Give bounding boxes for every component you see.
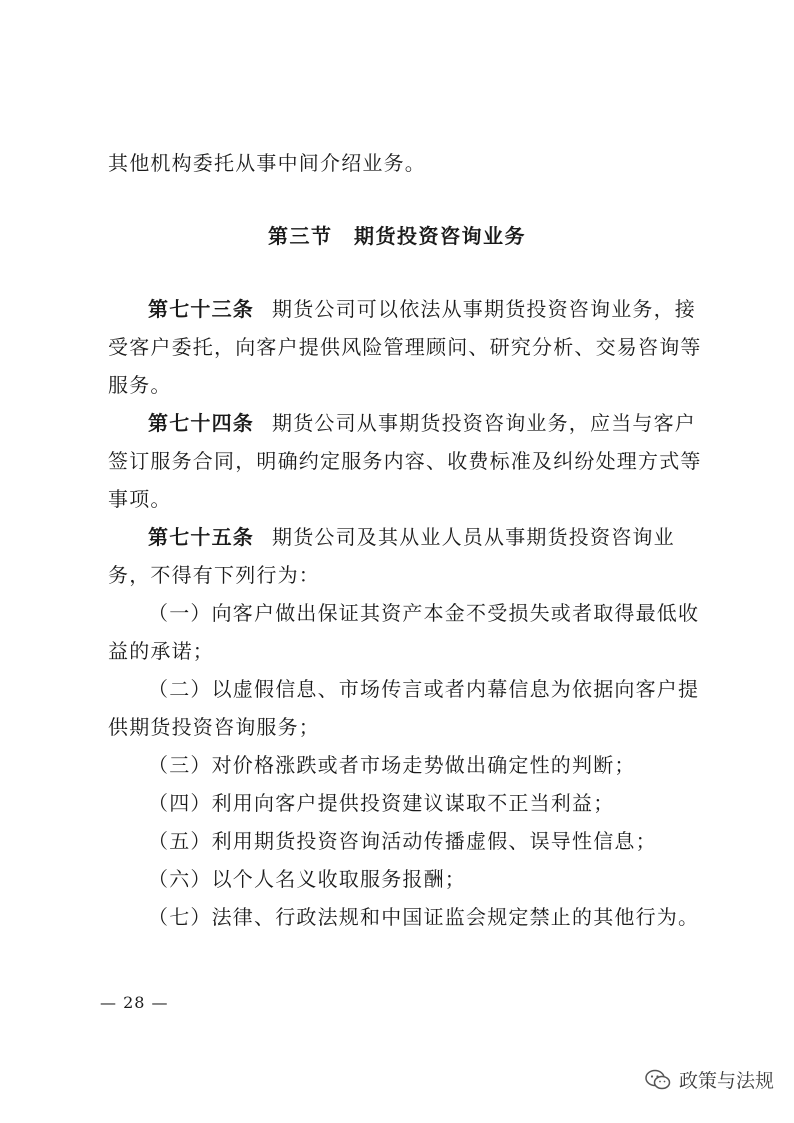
list-item-2-line-2: 供期货投资咨询服务； xyxy=(108,715,320,739)
section-title: 第三节 期货投资咨询业务 xyxy=(268,224,526,248)
article-number: 第七十三条 xyxy=(148,297,254,321)
list-item-7: （七）法律、行政法规和中国证监会规定禁止的其他行为。 xyxy=(148,905,700,929)
list-item-6: （六）以个人名义收取服务报酬； xyxy=(148,867,466,891)
list-item-4: （四）利用向客户提供投资建议谋取不正当利益； xyxy=(148,791,615,815)
wechat-icon xyxy=(645,1069,671,1091)
article-75-line-2: 务，不得有下列行为： xyxy=(108,563,320,587)
page-number: — 28 — xyxy=(100,993,169,1012)
article-74-line-3: 事项。 xyxy=(108,487,172,511)
paragraph-line: 其他机构委托从事中间介绍业务。 xyxy=(108,151,426,175)
watermark xyxy=(645,1066,774,1093)
list-item-1-line-1: （一）向客户做出保证其资产本金不受损失或者取得最低收 xyxy=(148,601,700,625)
article-75-line-1: 第七十五条 期货公司及其从业人员从事期货投资咨询业 xyxy=(148,525,675,549)
list-item-5: （五）利用期货投资咨询活动传播虚假、误导性信息； xyxy=(148,829,657,853)
article-73-line-1: 第七十三条 期货公司可以依法从事期货投资咨询业务，接 xyxy=(148,297,696,321)
article-74-line-1: 第七十四条 期货公司从事期货投资咨询业务，应当与客户 xyxy=(148,411,696,435)
list-item-1-line-2: 益的承诺； xyxy=(108,639,214,663)
article-number: 第七十四条 xyxy=(148,411,254,435)
article-73-line-2: 受客户委托，向客户提供风险管理顾问、研究分析、交易咨询等 xyxy=(108,335,702,359)
list-item-3: （三）对价格涨跌或者市场走势做出确定性的判断； xyxy=(148,753,636,777)
article-73-line-3: 服务。 xyxy=(108,373,172,397)
watermark-label: 政策与法规 xyxy=(678,1070,774,1092)
article-74-line-2: 签订服务合同，明确约定服务内容、收费标准及纠纷处理方式等 xyxy=(108,449,702,473)
article-number: 第七十五条 xyxy=(148,525,254,549)
list-item-2-line-1: （二）以虚假信息、市场传言或者内幕信息为依据向客户提 xyxy=(148,677,700,701)
